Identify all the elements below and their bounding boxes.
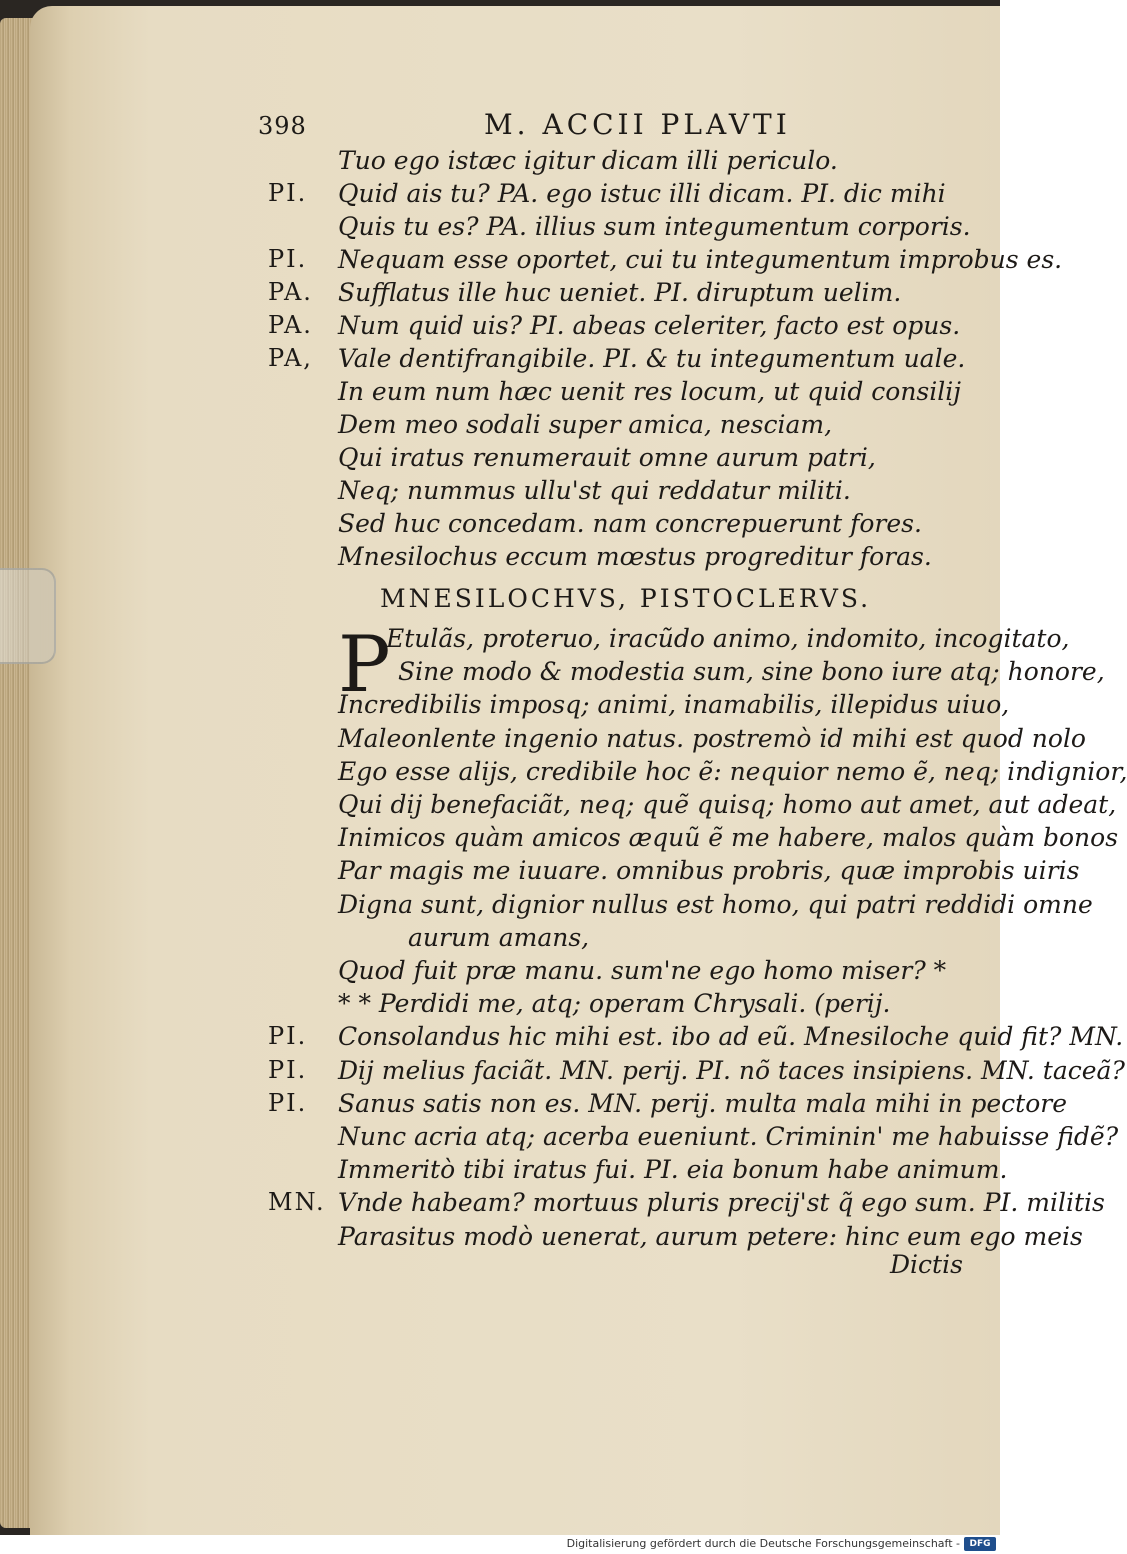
text-line: [0, 1088, 1068, 1123]
speaker-label: PI.: [268, 245, 308, 273]
speaker-label: PI.: [268, 179, 308, 207]
text-line: [0, 344, 1000, 378]
verse-text: Vnde habeam? mortuus pluris precij'st q̃ ego sum. PI. militis: [338, 1188, 1105, 1218]
text-line: [0, 311, 1000, 345]
verse-text: Neq; nummus ullu'st qui reddatur militi.: [338, 476, 851, 505]
text-line: [0, 923, 1000, 957]
text-line: [0, 410, 1000, 444]
verse-text: aurum amans,: [408, 922, 590, 952]
verse-text: Maleonlente ingenio natus. postremò id mihi est quod nolo: [338, 723, 1086, 753]
text-line: [0, 657, 1105, 691]
verse-text: Vale dentifrangibile. PI. & tu integumentum uale.: [338, 344, 966, 373]
speaker-label: PA,: [268, 344, 313, 372]
footer-bar: [0, 1535, 1000, 1554]
drop-cap: P: [338, 620, 391, 710]
verse-text: Sanus satis non es. MN. perij. multa mala mihi in pectore: [338, 1088, 1068, 1118]
text-line: [0, 723, 1086, 758]
verse-text: Qui dij benefaciãt, neq; quẽ quisq; homo aut amet, aut adeat,: [338, 790, 1117, 819]
footer-credit: Digitalisierung gefördert durch die Deutsche Forschungsgemeinschaft -: [566, 1537, 960, 1550]
text-line: [0, 790, 1117, 824]
text-line: [0, 245, 1063, 279]
text-line: [0, 443, 1000, 477]
text-line: [0, 179, 1000, 213]
verse-text: Consolandus hic mihi est. ibo ad eũ. Mnesiloche quid fit? MN.: [338, 1022, 1124, 1052]
text-line: [0, 690, 1010, 724]
text-line: [0, 1188, 1105, 1222]
text-line: [0, 1122, 1119, 1156]
verse-text: Incredibilis imposq; animi, inamabilis, illepidus uiuo,: [338, 690, 1010, 720]
verse-text: Etulãs, proteruo, iracũdo animo, indomito, incogitato,: [386, 624, 1070, 653]
speaker-label: PI.: [268, 1088, 308, 1117]
text-line: [0, 1055, 1125, 1090]
text-line: [0, 756, 1127, 791]
text-line: [0, 956, 1000, 990]
text-line: [0, 889, 1093, 924]
verse-text: Tuo ego istæc igitur dicam illi periculo.: [338, 146, 838, 175]
text-line: [0, 1221, 1083, 1256]
verse-text: Digna sunt, dignior nullus est homo, qui patri reddidi omne: [338, 889, 1093, 919]
verse-text: Nequam esse oportet, cui tu integumentum improbus es.: [338, 245, 1063, 274]
verse-text: Immeritò tibi iratus fui. PI. eia bonum habe animum.: [338, 1155, 1008, 1185]
speaker-label: PI.: [268, 1055, 308, 1084]
verse-text: Num quid uis? PI. abeas celeriter, facto est opus.: [338, 311, 961, 340]
text-line: [0, 509, 1000, 543]
scene-heading: MNESILOCHVS, PISTOCLERVS.: [380, 584, 872, 613]
speaker-label: PA.: [268, 278, 313, 306]
catchword: Dictis: [890, 1250, 963, 1279]
verse-text: Quid ais tu? PA. ego istuc illi dicam. PI. dic mihi: [338, 179, 946, 208]
text-line: [0, 212, 1000, 246]
verse-text: Qui iratus renumerauit omne aurum patri,: [338, 443, 876, 472]
verse-text: Sine modo & modestia sum, sine bono iure atq; honore,: [398, 657, 1105, 687]
text-line: [0, 377, 1000, 411]
verse-text: Sed huc concedam. nam concrepuerunt fores.: [338, 509, 922, 538]
verse-text: Mnesilochus eccum mœstus progreditur foras.: [338, 542, 932, 571]
verse-text: Dij melius faciãt. MN. perij. PI. nõ taces insipiens. MN. taceã?: [338, 1055, 1125, 1085]
verse-text: Parasitus modò uenerat, aurum petere: hinc eum ego meis: [338, 1221, 1083, 1251]
verse-text: Dem meo sodali super amica, nesciam,: [338, 410, 833, 439]
text-line: [0, 146, 1000, 180]
text-line: [0, 542, 1000, 576]
text-line: [0, 1022, 1124, 1056]
verse-text: In eum num hæc uenit res locum, ut quid consilij: [338, 377, 961, 406]
verse-text: Par magis me iuuare. omnibus probris, quæ improbis uiris: [338, 856, 1080, 886]
speaker-label: PA.: [268, 311, 313, 339]
text-line: [0, 278, 1000, 312]
speaker-label: PI.: [268, 1022, 308, 1051]
verse-text: Ego esse alijs, credibile hoc ẽ: nequior nemo ẽ, neq; indignior,: [338, 756, 1127, 786]
verse-text: Nunc acria atq; acerba eueniunt. Criminin' me habuisse fidẽ?: [338, 1122, 1119, 1151]
verse-text: Quis tu es? PA. illius sum integumentum corporis.: [338, 212, 971, 241]
text-line: [0, 989, 1000, 1023]
text-line: [0, 823, 1119, 857]
text-line: [0, 1155, 1008, 1189]
speaker-label: MN.: [268, 1188, 326, 1217]
dfg-logo-icon: DFG: [964, 1537, 996, 1551]
text-line: [0, 476, 1000, 510]
verse-text: Inimicos quàm amicos æquũ ẽ me habere, malos quàm bonos: [338, 823, 1119, 853]
text-line: [0, 624, 1070, 658]
verse-text: Quod fuit præ manu. sum'ne ego homo miser? *: [338, 956, 947, 985]
running-head: M. ACCII PLAVTI: [484, 108, 791, 141]
page-number: 398: [258, 112, 307, 140]
verse-text: * * Perdidi me, atq; operam Chrysali. (perij.: [338, 989, 891, 1019]
text-line: [0, 856, 1080, 890]
verse-text: Sufflatus ille huc ueniet. PI. diruptum uelim.: [338, 278, 902, 307]
